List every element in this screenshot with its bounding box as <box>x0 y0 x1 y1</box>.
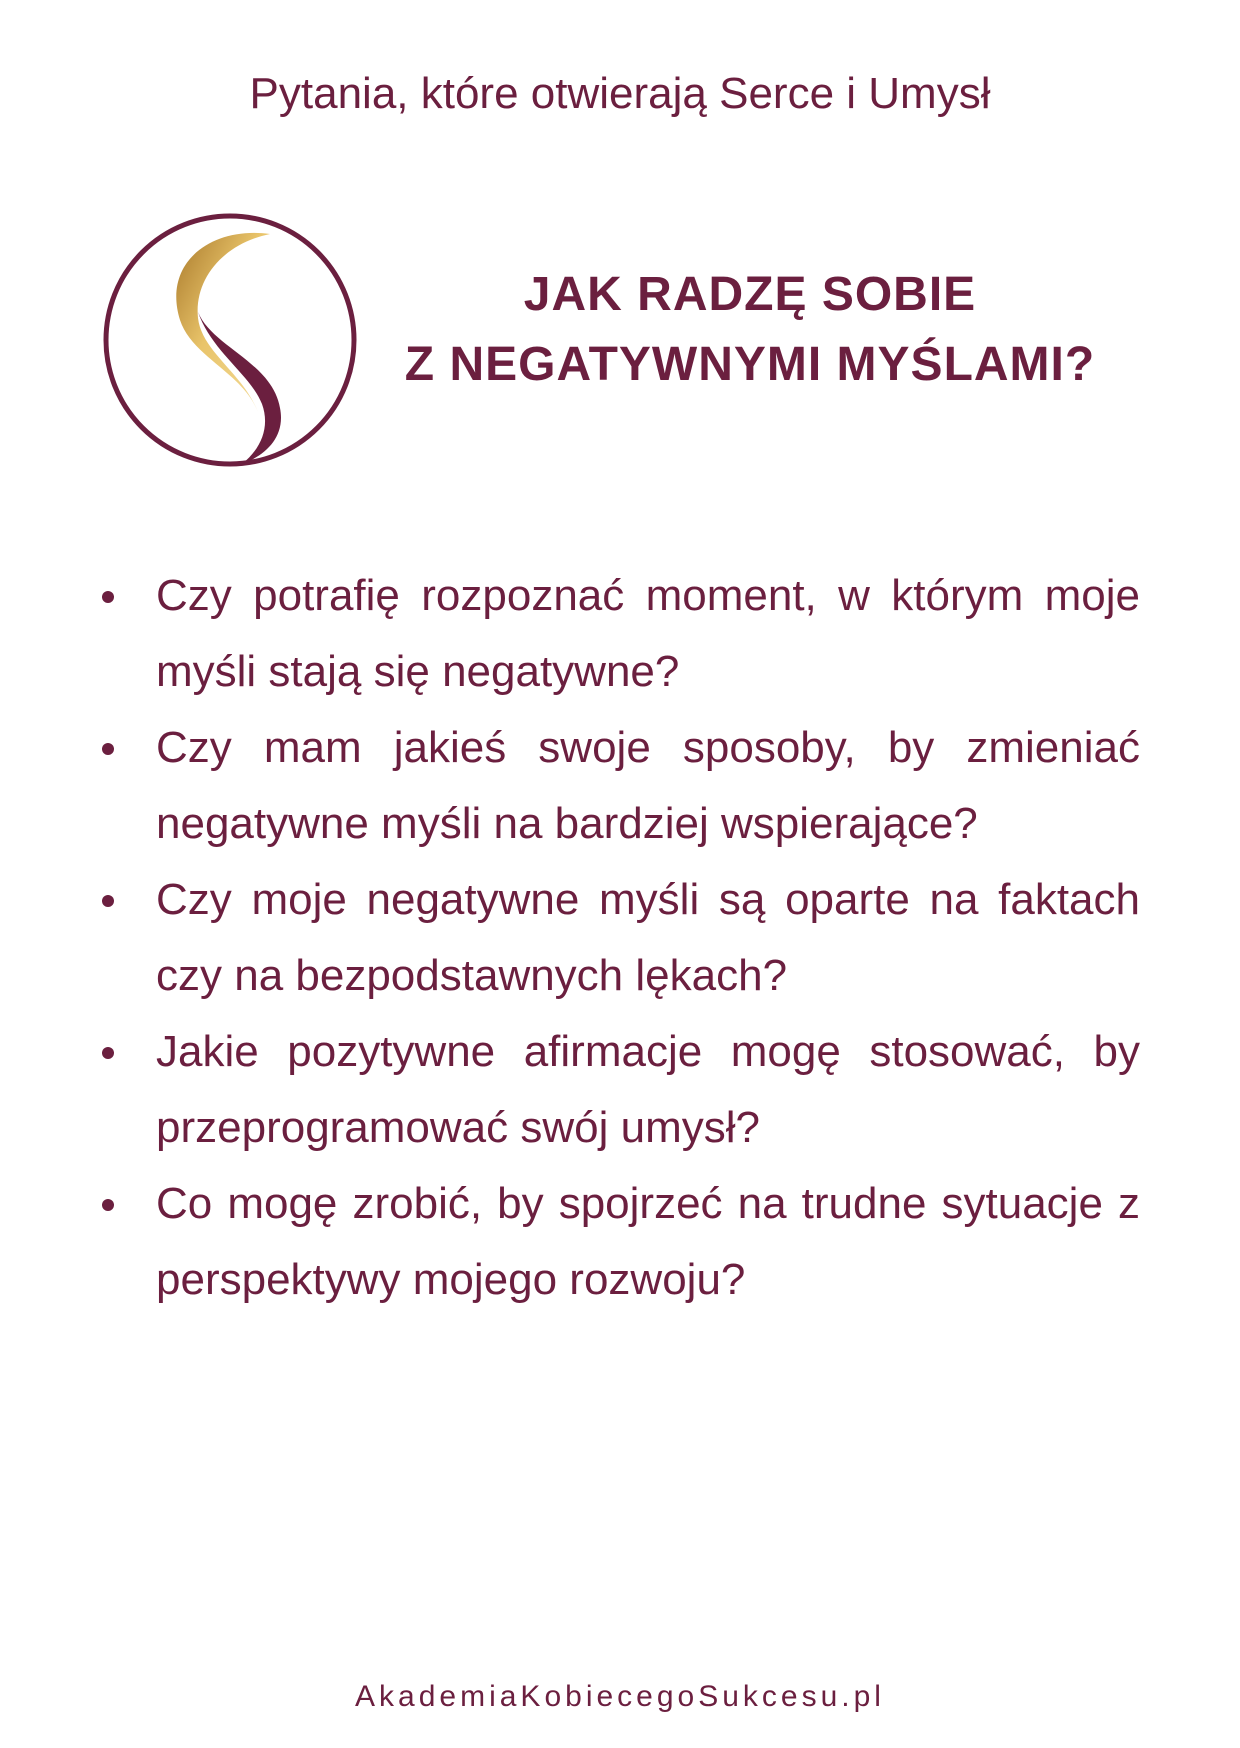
bullet-icon <box>102 591 114 603</box>
list-item <box>96 862 1140 1014</box>
question-text: Czy moje negatywne myśli są oparte na faktach czy na bezpodstawnych lękach? <box>156 875 1140 1000</box>
bullet-icon <box>102 1199 114 1211</box>
page-subtitle: Pytania, które otwierają Serce i Umysł <box>249 69 991 118</box>
logo-graphic <box>102 212 358 468</box>
title-line-2: Z NEGATYWNYMI MYŚLAMI? <box>404 338 1096 391</box>
list-item <box>96 558 1140 710</box>
list-item <box>96 710 1140 862</box>
question-text: Czy potrafię rozpoznać moment, w którym moje myśli stają się negatywne? <box>156 571 1140 696</box>
list-item <box>96 1014 1140 1166</box>
question-list <box>96 558 1140 1318</box>
question-text: Co mogę zrobić, by spojrzeć na trudne sytuacje z perspektywy mojego rozwoju? <box>156 1179 1140 1304</box>
logo-burgundy-stroke <box>198 312 281 464</box>
bullet-icon <box>102 1047 114 1059</box>
list-item <box>96 1166 1140 1318</box>
logo-ring <box>106 216 354 464</box>
footer-website: AkademiaKobiecegoSukcesu.pl <box>355 1680 885 1713</box>
bullet-icon <box>102 895 114 907</box>
question-text: Jakie pozytywne afirmacje mogę stosować, by przeprogramować swój umysł? <box>156 1027 1140 1152</box>
question-text: Czy mam jakieś swoje sposoby, by zmieniać negatywne myśli na bardziej wspierające? <box>156 723 1140 848</box>
s-swirl-logo-icon <box>102 212 358 468</box>
bullet-icon <box>102 743 114 755</box>
title-line-1: JAK RADZĘ SOBIE <box>523 268 977 321</box>
page-title <box>360 260 1140 400</box>
